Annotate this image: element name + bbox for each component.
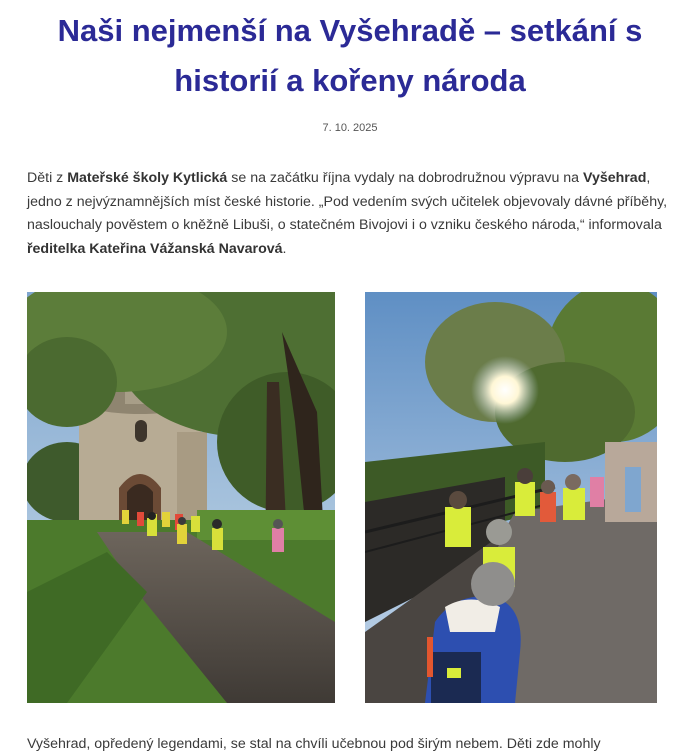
lead-text-4: .	[282, 240, 287, 257]
photo-children-path-image	[365, 292, 657, 703]
photo-rotunda[interactable]	[27, 292, 335, 703]
lead-text-2: se na začátku října vydaly na dobrodružnou výpravu na	[227, 170, 584, 186]
photo-children-path[interactable]	[365, 292, 657, 703]
article-title: Naši nejmenší na Vyšehradě – setkání s historií a kořeny národa	[57, 13, 643, 98]
article-date: 7. 10. 2025	[322, 122, 378, 134]
article-lead	[27, 167, 677, 261]
lead-text-1: Děti z	[27, 170, 68, 186]
photo-rotunda-image	[27, 292, 335, 703]
lead-place-name: Vyšehrad	[583, 170, 647, 186]
lead-text-3: , jedno z nejvýznamnějších míst české historie. „Pod vedením svých učitelek objevovaly dávné příběhy, naslouchaly pověstem o kněžně Libuši, o statečném Bivojovi i o vzniku českého národa,“ informovala	[27, 170, 668, 233]
lead-director-name: ředitelka Kateřina Vážanská Navarová	[27, 240, 283, 257]
lead-school-name: Mateřské školy Kytlická	[67, 170, 228, 186]
article-body-paragraph: Vyšehrad, opředený legendami, se stal na chvíli učebnou pod širým nebem. Děti zde mohly	[27, 736, 601, 752]
